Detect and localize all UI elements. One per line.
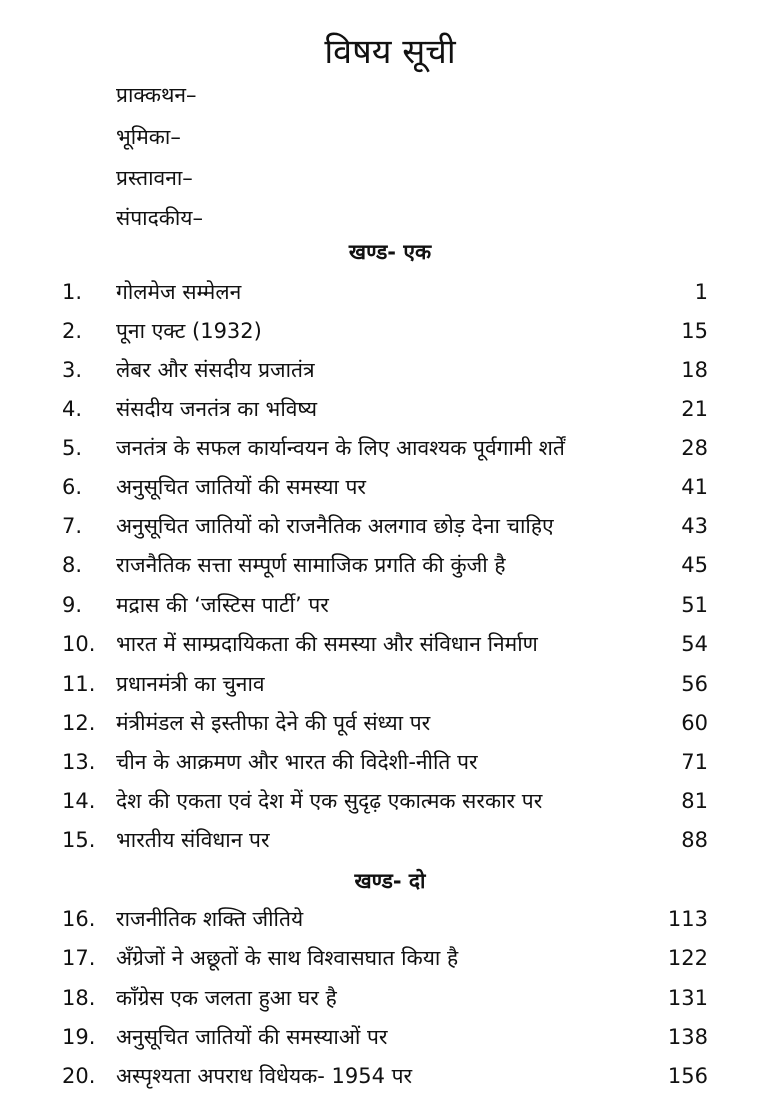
entry-number: 18.: [62, 986, 96, 1010]
toc-entry: [0, 745, 780, 779]
page-title: विषय सूची: [324, 32, 456, 72]
entry-number: 1.: [62, 280, 83, 304]
toc-entry: [0, 548, 780, 582]
entry-page: 88: [681, 828, 708, 852]
toc-entry: [0, 706, 780, 740]
toc-entry: [0, 509, 780, 543]
entry-number: 2.: [62, 319, 83, 343]
entry-page: 156: [667, 1064, 708, 1088]
entry-page: 131: [667, 986, 708, 1010]
toc-entry: [0, 1020, 780, 1054]
entry-page: 1: [694, 280, 708, 304]
toc-entry: [0, 314, 780, 348]
entry-number: 10.: [62, 632, 96, 656]
entry-page: 81: [681, 789, 708, 813]
entry-title: मंत्रीमंडल से इस्तीफा देने की पूर्व संध्या पर: [116, 711, 431, 735]
entry-page: 56: [681, 672, 708, 696]
front-matter-item: प्रस्तावना–: [116, 166, 193, 190]
entry-title: राजनीतिक शक्ति जीतिये: [116, 907, 304, 931]
entry-number: 9.: [62, 593, 83, 617]
entry-title: अनुसूचित जातियों की समस्या पर: [116, 475, 367, 499]
front-matter-item: संपादकीय–: [116, 206, 203, 230]
entry-title: भारतीय संविधान पर: [116, 828, 270, 852]
section-heading: खण्ड- दो: [354, 869, 426, 893]
entry-number: 15.: [62, 828, 96, 852]
entry-page: 138: [667, 1025, 708, 1049]
entry-title: अनुसूचित जातियों की समस्याओं पर: [116, 1025, 388, 1049]
toc-entry: [0, 470, 780, 504]
entry-page: 60: [681, 711, 708, 735]
toc-entry: [0, 941, 780, 975]
entry-number: 11.: [62, 672, 96, 696]
front-matter-item: प्राक्कथन–: [116, 83, 197, 107]
entry-number: 19.: [62, 1025, 96, 1049]
toc-entry: [0, 353, 780, 387]
toc-entry: [0, 431, 780, 465]
entry-title: अँग्रेजों ने अछूतों के साथ विश्वासघात किया है: [116, 946, 459, 970]
entry-page: 54: [681, 632, 708, 656]
entry-number: 17.: [62, 946, 96, 970]
entry-number: 5.: [62, 436, 83, 460]
toc-entry: [0, 627, 780, 661]
entry-title: राजनैतिक सत्ता सम्पूर्ण सामाजिक प्रगति की कुंजी है: [116, 553, 506, 577]
entry-title: काँग्रेस एक जलता हुआ घर है: [116, 986, 337, 1010]
front-matter-item: भूमिका–: [116, 125, 181, 149]
entry-page: 21: [681, 397, 708, 421]
entry-page: 71: [681, 750, 708, 774]
entry-page: 28: [681, 436, 708, 460]
entry-page: 41: [681, 475, 708, 499]
toc-entry: [0, 902, 780, 936]
entry-number: 13.: [62, 750, 96, 774]
toc-entry: [0, 667, 780, 701]
entry-page: 43: [681, 514, 708, 538]
entry-title: चीन के आक्रमण और भारत की विदेशी-नीति पर: [116, 750, 478, 774]
entry-number: 16.: [62, 907, 96, 931]
entry-title: देश की एकता एवं देश में एक सुदृढ़ एकात्मक सरकार पर: [116, 789, 543, 813]
entry-title: लेबर और संसदीय प्रजातंत्र: [116, 358, 315, 382]
entry-number: 20.: [62, 1064, 96, 1088]
entry-title: संसदीय जनतंत्र का भविष्य: [116, 397, 318, 421]
entry-title: प्रधानमंत्री का चुनाव: [116, 672, 265, 696]
entry-number: 6.: [62, 475, 83, 499]
toc-entry: [0, 1059, 780, 1093]
entry-title: अनुसूचित जातियों को राजनैतिक अलगाव छोड़ देना चाहिए: [116, 514, 554, 538]
toc-entry: [0, 588, 780, 622]
toc-entry: [0, 823, 780, 857]
entry-page: 51: [681, 593, 708, 617]
entry-title: भारत में साम्प्रदायिकता की समस्या और संविधान निर्माण: [116, 632, 538, 656]
entry-number: 12.: [62, 711, 96, 735]
entry-page: 15: [681, 319, 708, 343]
entry-page: 113: [667, 907, 708, 931]
entry-number: 8.: [62, 553, 83, 577]
entry-page: 122: [667, 946, 708, 970]
entry-number: 3.: [62, 358, 83, 382]
toc-entry: [0, 784, 780, 818]
entry-title: पूना एक्ट (1932): [116, 319, 262, 343]
section-heading: खण्ड- एक: [348, 240, 432, 264]
toc-entry: [0, 981, 780, 1015]
entry-title: गोलमेज सम्मेलन: [116, 280, 242, 304]
entry-title: मद्रास की ‘जस्टिस पार्टी’ पर: [116, 593, 329, 617]
toc-entry: [0, 275, 780, 309]
entry-page: 45: [681, 553, 708, 577]
entry-number: 14.: [62, 789, 96, 813]
entry-number: 4.: [62, 397, 83, 421]
entry-number: 7.: [62, 514, 83, 538]
entry-page: 18: [681, 358, 708, 382]
toc-entry: [0, 392, 780, 426]
entry-title: अस्पृश्यता अपराध विधेयक- 1954 पर: [116, 1064, 413, 1088]
entry-title: जनतंत्र के सफल कार्यान्वयन के लिए आवश्यक पूर्वगामी शर्तें: [116, 436, 565, 460]
